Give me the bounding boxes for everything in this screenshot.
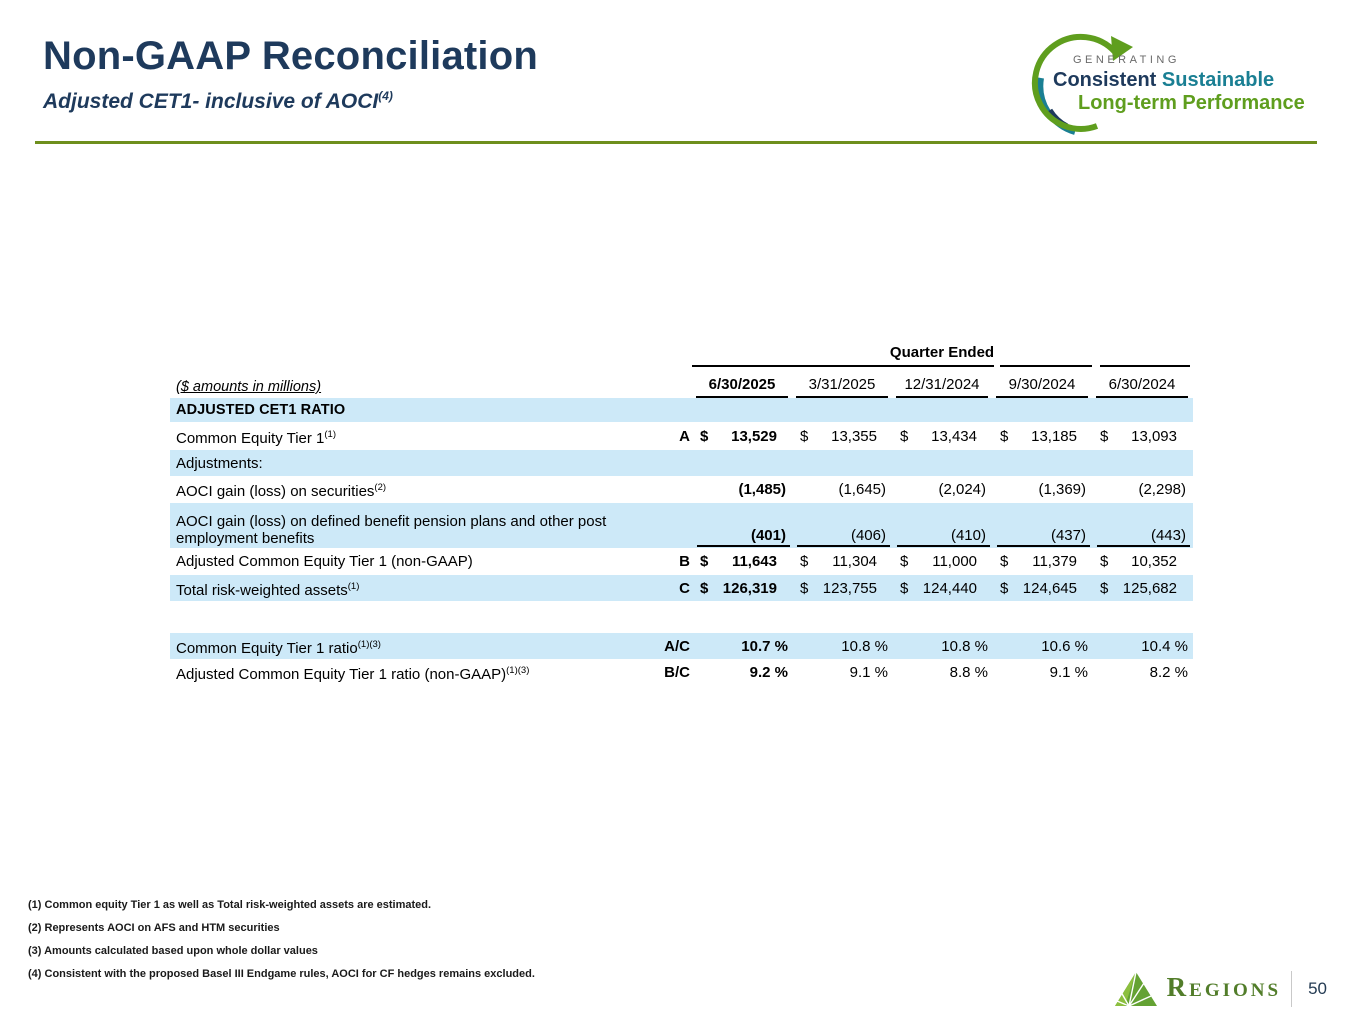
- table-row: [170, 548, 1193, 575]
- logo-consistent: Consistent: [1053, 69, 1157, 91]
- value-number: 13,093: [1131, 427, 1177, 445]
- currency-symbol: $: [800, 427, 809, 445]
- header-divider: [35, 141, 1317, 144]
- value-number: 124,645: [1022, 579, 1077, 597]
- page-number: 50: [1308, 979, 1327, 998]
- value-number: 10.8 %: [841, 637, 888, 655]
- footnote: (3) Amounts calculated based upon whole dollar values: [28, 945, 318, 957]
- value-number: (1,369): [1038, 481, 1086, 498]
- value-number: (1,645): [838, 481, 886, 498]
- subtitle-footnote-ref: (4): [378, 89, 393, 103]
- table-spacer-row: [170, 601, 1193, 633]
- value-number: 126,319: [722, 579, 777, 597]
- cell-value: [892, 527, 992, 548]
- value-number: (406): [850, 527, 886, 544]
- value-number: 124,440: [922, 579, 977, 597]
- cell-value: [1092, 481, 1192, 498]
- value-number: 11,643: [731, 553, 777, 570]
- section-label: ADJUSTED CET1 RATIO: [176, 401, 346, 418]
- row-label: AOCI gain (loss) on securities$^{(2)}$: [176, 482, 387, 500]
- value-number: 8.8 %: [949, 664, 988, 681]
- cell-value: [792, 553, 892, 570]
- cell-value: [692, 553, 792, 570]
- row-label: Common Equity Tier 1 ratio$^{(1)(3)}$: [176, 638, 381, 657]
- cell-value: [792, 664, 892, 681]
- cell-value: [892, 638, 992, 655]
- subtitle-text: Adjusted CET1- inclusive of AOCI: [43, 90, 379, 113]
- currency-symbol: $: [700, 427, 709, 445]
- currency-symbol: $: [900, 579, 909, 597]
- units-label: [170, 379, 648, 398]
- value-number: 9.1 %: [849, 664, 888, 681]
- logo-sustainable: Sustainable: [1156, 69, 1275, 91]
- cell-value: [1092, 428, 1192, 445]
- value-number: (1,485): [738, 481, 786, 498]
- units-label-text: ($ amounts in millions): [176, 379, 322, 395]
- footnote-ref: (1): [324, 428, 337, 440]
- value-number: 10.8 %: [941, 637, 988, 655]
- value-number: (410): [950, 527, 986, 544]
- cell-value: [692, 664, 792, 681]
- cell-value: [792, 428, 892, 445]
- value-number: 125,682: [1122, 579, 1177, 597]
- currency-symbol: $: [800, 553, 809, 570]
- table-row: [170, 398, 1193, 422]
- cell-value: [792, 481, 892, 498]
- table-row: [170, 633, 1193, 659]
- currency-symbol: $: [1000, 579, 1009, 597]
- cell-value: [992, 428, 1092, 445]
- row-ref: B: [679, 553, 690, 570]
- currency-symbol: $: [1100, 427, 1109, 445]
- value-number: 10.7 %: [741, 637, 788, 655]
- value-number: 11,000: [932, 553, 977, 570]
- value-number: 8.2 %: [1149, 664, 1188, 681]
- program-logo: [1025, 20, 1317, 138]
- currency-symbol: $: [900, 553, 909, 570]
- cell-value: [1092, 580, 1192, 597]
- footnote: (1) Common equity Tier 1 as well as Total risk-weighted assets are estimated.: [28, 899, 432, 911]
- cell-value: [1092, 553, 1192, 570]
- value-number: 11,379: [1032, 553, 1077, 570]
- cell-value: [992, 481, 1092, 498]
- value-number: 10.6 %: [1041, 637, 1088, 655]
- table-row: [170, 659, 1193, 686]
- footnote: (2) Represents AOCI on AFS and HTM securities: [28, 922, 280, 934]
- page-subtitle: [43, 89, 538, 114]
- column-header-date: 12/31/2024: [892, 376, 992, 398]
- row-label: Adjusted Common Equity Tier 1 (non-GAAP): [176, 553, 473, 570]
- cell-value: [892, 481, 992, 498]
- regions-brand: [1115, 970, 1281, 1008]
- cell-value: [992, 580, 1092, 597]
- title-block: [43, 34, 538, 114]
- currency-symbol: $: [1100, 579, 1109, 597]
- cell-value: [892, 553, 992, 570]
- currency-symbol: $: [900, 427, 909, 445]
- cell-value: [1092, 527, 1192, 548]
- table-row: [170, 450, 1193, 476]
- cell-value: [692, 481, 792, 498]
- currency-symbol: $: [1000, 427, 1009, 445]
- footnote: (4) Consistent with the proposed Basel III Endgame rules, AOCI for CF hedges remains excluded.: [28, 968, 535, 980]
- cell-value: [692, 428, 792, 445]
- value-number: 10.4 %: [1141, 637, 1188, 655]
- section-label: Adjustments:: [176, 454, 263, 472]
- cell-value: [992, 664, 1092, 681]
- logo-line-performance: Long-term Performance: [1078, 92, 1305, 114]
- value-number: (443): [1150, 527, 1186, 544]
- table-column-header-row: [170, 367, 1193, 398]
- cell-value: [792, 638, 892, 655]
- cell-value: [892, 664, 992, 681]
- page-title: Non-GAAP Reconciliation: [43, 34, 539, 78]
- row-ref: A/C: [664, 637, 690, 655]
- row-ref: A: [679, 427, 690, 445]
- cell-value: [892, 428, 992, 445]
- cell-value: [792, 580, 892, 597]
- logo-line-generating: GENERATING: [1073, 54, 1180, 66]
- currency-symbol: $: [700, 553, 709, 570]
- value-number: (401): [750, 527, 786, 544]
- row-ref: C: [679, 579, 690, 597]
- currency-symbol: $: [1000, 553, 1009, 570]
- footer: [1115, 970, 1327, 1008]
- quarter-ended-label: Quarter Ended: [889, 344, 995, 361]
- row-ref: B/C: [664, 664, 690, 681]
- row-label: Total risk-weighted assets$^{(1)}$: [176, 580, 360, 599]
- value-number: 13,185: [1031, 427, 1077, 445]
- reconciliation-table: [170, 344, 1193, 686]
- cell-value: [792, 527, 892, 548]
- footnotes: [28, 899, 535, 991]
- table-row: [170, 503, 1193, 548]
- logo-line-consistent-sustainable: [1053, 69, 1274, 92]
- table-group-header-row: [170, 344, 1193, 367]
- value-number: 10,352: [1131, 553, 1177, 570]
- value-number: 13,355: [831, 427, 877, 445]
- value-number: 11,304: [832, 553, 877, 570]
- row-label: Adjusted Common Equity Tier 1 ratio (non-GAAP)$^{(1)(3)}$: [176, 665, 530, 683]
- footnote-ref: (2): [374, 482, 387, 493]
- column-header-date: 9/30/2024: [992, 376, 1092, 398]
- value-number: 123,755: [822, 579, 877, 597]
- table-row: [170, 422, 1193, 450]
- footer-divider: [1291, 971, 1292, 1007]
- table-body: [170, 398, 1193, 686]
- value-number: (437): [1050, 527, 1086, 544]
- cell-value: [992, 553, 1092, 570]
- column-header-date: 6/30/2025: [692, 376, 792, 398]
- column-header-date: 3/31/2025: [792, 376, 892, 398]
- currency-symbol: $: [800, 579, 809, 597]
- footnote-ref: (1)(3): [506, 665, 530, 676]
- regions-wordmark: REGIONS: [1166, 972, 1282, 1002]
- cell-value: [892, 580, 992, 597]
- row-label: AOCI gain (loss) on defined benefit pension plans and other post employment benefits: [176, 513, 607, 547]
- cell-value: [1092, 664, 1192, 681]
- cell-value: [1092, 638, 1192, 655]
- footnote-ref: (1): [347, 580, 360, 592]
- regions-pyramid-icon: [1115, 970, 1157, 1008]
- value-number: 9.2 %: [749, 664, 788, 681]
- value-number: 13,434: [931, 427, 977, 445]
- currency-symbol: $: [1100, 553, 1109, 570]
- currency-symbol: $: [700, 579, 709, 597]
- cell-value: [992, 527, 1092, 548]
- column-header-date: 6/30/2024: [1092, 376, 1192, 398]
- row-label: Common Equity Tier 1$^{(1)}$: [176, 428, 337, 447]
- value-number: (2,298): [1138, 481, 1186, 498]
- cell-value: [992, 638, 1092, 655]
- cell-value: [692, 638, 792, 655]
- value-number: (2,024): [938, 481, 986, 498]
- value-number: 9.1 %: [1049, 664, 1088, 681]
- cell-value: [692, 580, 792, 597]
- row-ref: [648, 544, 692, 548]
- table-row: [170, 575, 1193, 601]
- footnote-ref: (1)(3): [357, 638, 381, 650]
- cell-value: [692, 527, 792, 548]
- table-row: [170, 476, 1193, 503]
- value-number: 13,529: [731, 427, 777, 445]
